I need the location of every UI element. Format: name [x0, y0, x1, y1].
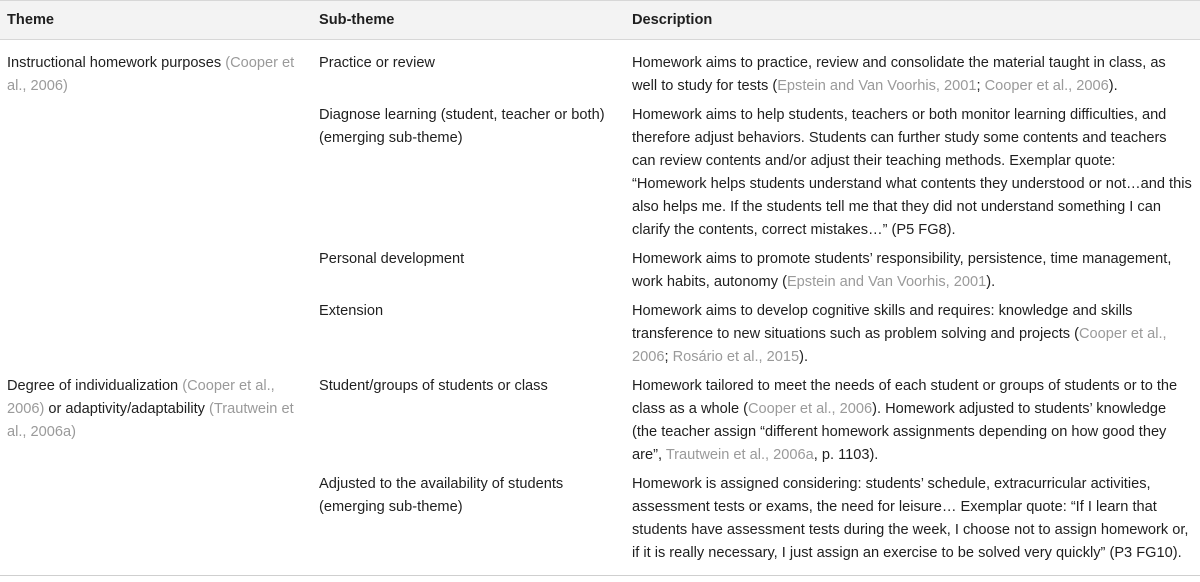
citation: Epstein and Van Voorhis, 2001	[777, 78, 977, 94]
description-text: ).	[799, 349, 809, 365]
theme-label: or adaptivity/adaptability	[44, 401, 210, 417]
header-subtheme: Sub-theme	[312, 1, 625, 40]
description-cell	[625, 40, 1200, 99]
theme-label: Instructional homework purposes	[7, 55, 222, 71]
subtheme-label: Adjusted to the availability of students (emerging sub-theme)	[319, 476, 564, 515]
description-cell	[625, 242, 1200, 294]
description-cell	[625, 467, 1200, 576]
table-bottom-rule	[0, 576, 1200, 577]
subtheme-cell	[312, 467, 625, 576]
subtheme-label: Personal development	[319, 251, 465, 267]
subtheme-cell	[312, 98, 625, 242]
subtheme-cell	[312, 40, 625, 99]
citation: Cooper et al., 2006	[748, 401, 873, 417]
header-theme: Theme	[0, 1, 312, 40]
subtheme-label: Diagnose learning (student, teacher or both) (emerging sub-theme)	[319, 107, 605, 146]
citation: Epstein and Van Voorhis, 2001	[786, 274, 987, 290]
description-text: , p. 1103).	[813, 447, 879, 463]
theme-citation: (Cooper et al., 2006)	[7, 378, 275, 417]
description-text: Homework is assigned considering: students’ schedule, extracurricular activities, assessment tests or exams, the need for leisure… Exemplar quote: “If I learn that students have assessment tests during the week, I choose not to assign homework or, if it is really necessary, I just assign an exercise to be solved very quickly” (P3 FG10).	[632, 476, 1189, 561]
theme-cell	[0, 369, 312, 576]
subtheme-label: Practice or review	[319, 55, 435, 71]
description-text: Homework aims to promote students’ responsibility, persistence, time management, work habits, autonomy (	[632, 251, 1172, 290]
description-cell	[625, 294, 1200, 369]
subtheme-cell	[312, 242, 625, 294]
subtheme-label: Extension	[319, 303, 384, 319]
subtheme-cell	[312, 369, 625, 467]
header-row	[0, 1, 1200, 40]
citation: Trautwein et al., 2006a	[665, 447, 814, 463]
citation-separator: ;	[976, 78, 985, 94]
theme-citation: (Trautwein et al., 2006a)	[7, 401, 294, 440]
subtheme-label: Student/groups of students or class	[319, 378, 548, 394]
description-text: ).	[986, 274, 996, 290]
description-text: Homework aims to help students, teachers or both monitor learning difficulties, and therefore adjust behaviors. Students can further study some contents and teachers can review contents and/or adjust their teaching methods. Exemplar quote: “Homework helps students understand what contents they understood or not…and this also helps me. If the students tell me that they did not understand something I can clarify the contents, correct mistakes…” (P5 FG8).	[632, 107, 1192, 238]
description-text: Homework aims to develop cognitive skills and requires: knowledge and skills transference to new situations such as problem solving and projects (	[632, 303, 1133, 342]
theme-cell	[0, 40, 312, 370]
citation: Rosário et al., 2015	[672, 349, 800, 365]
citation-separator: ;	[664, 349, 673, 365]
description-text: Homework tailored to meet the needs of each student or groups of students or to the class as a whole (	[632, 378, 1178, 417]
subtheme-cell	[312, 294, 625, 369]
description-cell	[625, 98, 1200, 242]
citation: Cooper et al., 2006	[984, 78, 1109, 94]
table-row	[0, 40, 1200, 99]
description-text: ). Homework adjusted to students’ knowledge (the teacher assign “different homework assignments depending on how good they are”,	[632, 401, 1167, 463]
theme-citation: (Cooper et al., 2006)	[7, 55, 295, 94]
description-text: ).	[1108, 78, 1118, 94]
description-cell	[625, 369, 1200, 467]
table-row	[0, 369, 1200, 467]
header-description: Description	[625, 1, 1200, 40]
theme-label: Degree of individualization	[7, 378, 179, 394]
description-text: Homework aims to practice, review and consolidate the material taught in class, as well to study for tests (	[632, 55, 1166, 94]
citation: Cooper et al., 2006	[632, 326, 1167, 365]
